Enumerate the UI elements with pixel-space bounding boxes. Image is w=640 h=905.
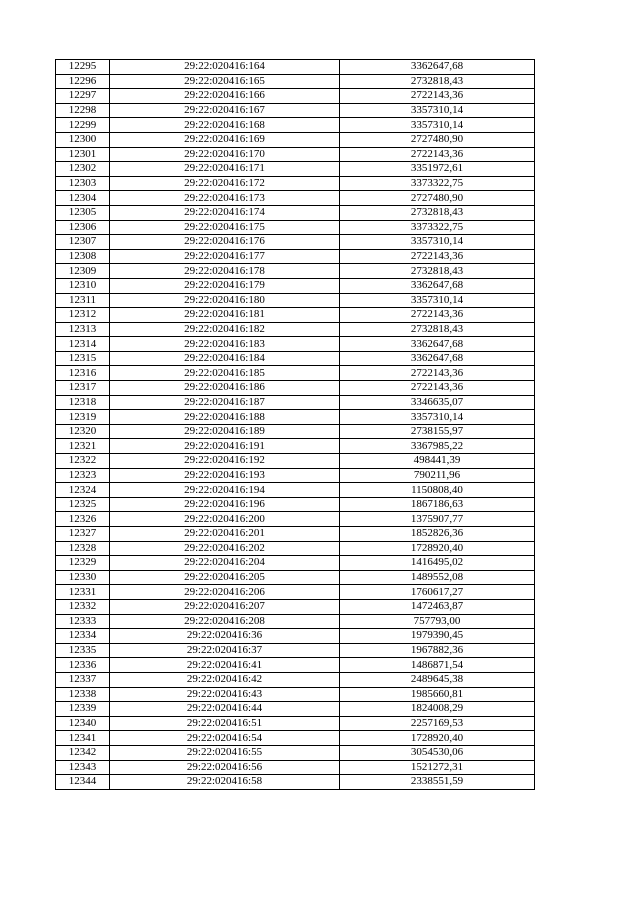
cadastral-value-cell: 3362647,68	[340, 278, 535, 293]
cadastral-number-cell: 29:22:020416:43	[110, 687, 340, 702]
cadastral-value-cell: 3373322,75	[340, 176, 535, 191]
row-number-cell: 12343	[56, 760, 110, 775]
cadastral-value-cell: 757793,00	[340, 614, 535, 629]
cadastral-number-cell: 29:22:020416:170	[110, 147, 340, 162]
table-row	[56, 147, 535, 162]
table-row	[56, 381, 535, 396]
row-number-cell: 12300	[56, 132, 110, 147]
row-number-cell: 12332	[56, 599, 110, 614]
row-number-cell: 12333	[56, 614, 110, 629]
cadastral-value-cell: 1728920,40	[340, 731, 535, 746]
cadastral-number-cell: 29:22:020416:191	[110, 439, 340, 454]
cadastral-number-cell: 29:22:020416:183	[110, 337, 340, 352]
cadastral-number-cell: 29:22:020416:164	[110, 60, 340, 75]
cadastral-number-cell: 29:22:020416:168	[110, 118, 340, 133]
row-number-cell: 12336	[56, 658, 110, 673]
cadastral-value-cell: 1985660,81	[340, 687, 535, 702]
cadastral-number-cell: 29:22:020416:175	[110, 220, 340, 235]
cadastral-number-cell: 29:22:020416:58	[110, 775, 340, 790]
cadastral-number-cell: 29:22:020416:182	[110, 322, 340, 337]
cadastral-number-cell: 29:22:020416:41	[110, 658, 340, 673]
table-row	[56, 60, 535, 75]
cadastral-number-cell: 29:22:020416:36	[110, 629, 340, 644]
row-number-cell: 12321	[56, 439, 110, 454]
cadastral-number-cell: 29:22:020416:174	[110, 205, 340, 220]
table-row	[56, 454, 535, 469]
row-number-cell: 12326	[56, 512, 110, 527]
cadastral-value-cell: 2722143,36	[340, 366, 535, 381]
table-row	[56, 629, 535, 644]
row-number-cell: 12330	[56, 570, 110, 585]
cadastral-value-cell: 3357310,14	[340, 118, 535, 133]
cadastral-value-cell: 2738155,97	[340, 424, 535, 439]
cadastral-value-cell: 3054530,06	[340, 745, 535, 760]
row-number-cell: 12320	[56, 424, 110, 439]
cadastral-value-cell: 1824008,29	[340, 702, 535, 717]
cadastral-value-cell: 2732818,43	[340, 205, 535, 220]
cadastral-number-cell: 29:22:020416:51	[110, 716, 340, 731]
cadastral-number-cell: 29:22:020416:173	[110, 191, 340, 206]
cadastral-value-cell: 1375907,77	[340, 512, 535, 527]
table-row	[56, 424, 535, 439]
cadastral-value-cell: 1979390,45	[340, 629, 535, 644]
row-number-cell: 12325	[56, 497, 110, 512]
cadastral-value-cell: 1472463,87	[340, 599, 535, 614]
cadastral-number-cell: 29:22:020416:171	[110, 162, 340, 177]
cadastral-number-cell: 29:22:020416:188	[110, 410, 340, 425]
cadastral-value-cell: 2727480,90	[340, 191, 535, 206]
cadastral-value-cell: 2338551,59	[340, 775, 535, 790]
table-row	[56, 293, 535, 308]
table-row	[56, 672, 535, 687]
table-row	[56, 614, 535, 629]
row-number-cell: 12338	[56, 687, 110, 702]
cadastral-number-cell: 29:22:020416:176	[110, 235, 340, 250]
cadastral-value-cell: 3357310,14	[340, 410, 535, 425]
table-row	[56, 103, 535, 118]
cadastral-number-cell: 29:22:020416:187	[110, 395, 340, 410]
table-body	[56, 60, 535, 790]
cadastral-value-cell: 3362647,68	[340, 337, 535, 352]
cadastral-number-cell: 29:22:020416:55	[110, 745, 340, 760]
cadastral-value-cell: 1967882,36	[340, 643, 535, 658]
row-number-cell: 12328	[56, 541, 110, 556]
cadastral-value-cell: 3357310,14	[340, 293, 535, 308]
cadastral-number-cell: 29:22:020416:179	[110, 278, 340, 293]
table-row	[56, 497, 535, 512]
table-row	[56, 527, 535, 542]
cadastral-number-cell: 29:22:020416:180	[110, 293, 340, 308]
cadastral-number-cell: 29:22:020416:196	[110, 497, 340, 512]
table-row	[56, 760, 535, 775]
table-row	[56, 176, 535, 191]
table-row	[56, 264, 535, 279]
row-number-cell: 12302	[56, 162, 110, 177]
table-row	[56, 585, 535, 600]
table-row	[56, 731, 535, 746]
row-number-cell: 12322	[56, 454, 110, 469]
table-row	[56, 775, 535, 790]
row-number-cell: 12311	[56, 293, 110, 308]
table-row	[56, 191, 535, 206]
cadastral-number-cell: 29:22:020416:169	[110, 132, 340, 147]
cadastral-number-cell: 29:22:020416:166	[110, 89, 340, 104]
table-row	[56, 439, 535, 454]
row-number-cell: 12296	[56, 74, 110, 89]
table-row	[56, 745, 535, 760]
cadastral-number-cell: 29:22:020416:56	[110, 760, 340, 775]
cadastral-value-cell: 3357310,14	[340, 103, 535, 118]
row-number-cell: 12339	[56, 702, 110, 717]
cadastral-number-cell: 29:22:020416:189	[110, 424, 340, 439]
cadastral-value-cell: 1150808,40	[340, 483, 535, 498]
row-number-cell: 12327	[56, 527, 110, 542]
cadastral-number-cell: 29:22:020416:201	[110, 527, 340, 542]
cadastral-number-cell: 29:22:020416:54	[110, 731, 340, 746]
cadastral-number-cell: 29:22:020416:42	[110, 672, 340, 687]
row-number-cell: 12301	[56, 147, 110, 162]
table-row	[56, 366, 535, 381]
cadastral-value-cell: 2722143,36	[340, 381, 535, 396]
table-row	[56, 716, 535, 731]
cadastral-value-cell: 498441,39	[340, 454, 535, 469]
row-number-cell: 12331	[56, 585, 110, 600]
cadastral-value-cell: 3351972,61	[340, 162, 535, 177]
row-number-cell: 12308	[56, 249, 110, 264]
table-row	[56, 337, 535, 352]
table-row	[56, 556, 535, 571]
cadastral-number-cell: 29:22:020416:200	[110, 512, 340, 527]
row-number-cell: 12310	[56, 278, 110, 293]
row-number-cell: 12342	[56, 745, 110, 760]
cadastral-value-cell: 2257169,53	[340, 716, 535, 731]
cadastral-value-cell: 3367985,22	[340, 439, 535, 454]
cadastral-value-cell: 2732818,43	[340, 264, 535, 279]
table-row	[56, 235, 535, 250]
row-number-cell: 12316	[56, 366, 110, 381]
row-number-cell: 12312	[56, 308, 110, 323]
row-number-cell: 12295	[56, 60, 110, 75]
table-row	[56, 162, 535, 177]
cadastral-value-cell: 2722143,36	[340, 308, 535, 323]
row-number-cell: 12299	[56, 118, 110, 133]
cadastral-number-cell: 29:22:020416:202	[110, 541, 340, 556]
cadastral-number-cell: 29:22:020416:207	[110, 599, 340, 614]
cadastral-number-cell: 29:22:020416:204	[110, 556, 340, 571]
cadastral-number-cell: 29:22:020416:206	[110, 585, 340, 600]
cadastral-number-cell: 29:22:020416:177	[110, 249, 340, 264]
cadastral-value-cell: 1852826,36	[340, 527, 535, 542]
table-row	[56, 89, 535, 104]
table-row	[56, 205, 535, 220]
row-number-cell: 12337	[56, 672, 110, 687]
table-row	[56, 687, 535, 702]
cadastral-value-cell: 1760617,27	[340, 585, 535, 600]
cadastral-number-cell: 29:22:020416:37	[110, 643, 340, 658]
cadastral-number-cell: 29:22:020416:193	[110, 468, 340, 483]
cadastral-number-cell: 29:22:020416:184	[110, 351, 340, 366]
table-row	[56, 278, 535, 293]
cadastral-number-cell: 29:22:020416:165	[110, 74, 340, 89]
cadastral-number-cell: 29:22:020416:208	[110, 614, 340, 629]
row-number-cell: 12335	[56, 643, 110, 658]
row-number-cell: 12313	[56, 322, 110, 337]
cadastral-value-table	[55, 59, 535, 790]
cadastral-value-cell: 1489552,08	[340, 570, 535, 585]
cadastral-number-cell: 29:22:020416:181	[110, 308, 340, 323]
cadastral-value-cell: 3362647,68	[340, 351, 535, 366]
cadastral-value-cell: 2727480,90	[340, 132, 535, 147]
cadastral-value-cell: 3357310,14	[340, 235, 535, 250]
table-row	[56, 395, 535, 410]
table-row	[56, 132, 535, 147]
table-row	[56, 322, 535, 337]
cadastral-value-cell: 3373322,75	[340, 220, 535, 235]
row-number-cell: 12340	[56, 716, 110, 731]
row-number-cell: 12344	[56, 775, 110, 790]
row-number-cell: 12303	[56, 176, 110, 191]
cadastral-value-cell: 2722143,36	[340, 147, 535, 162]
table-row	[56, 249, 535, 264]
cadastral-value-cell: 3346635,07	[340, 395, 535, 410]
table-row	[56, 541, 535, 556]
cadastral-number-cell: 29:22:020416:44	[110, 702, 340, 717]
cadastral-value-cell: 3362647,68	[340, 60, 535, 75]
row-number-cell: 12309	[56, 264, 110, 279]
cadastral-value-cell: 1416495,02	[340, 556, 535, 571]
cadastral-number-cell: 29:22:020416:178	[110, 264, 340, 279]
row-number-cell: 12298	[56, 103, 110, 118]
cadastral-number-cell: 29:22:020416:205	[110, 570, 340, 585]
table-row	[56, 702, 535, 717]
table-row	[56, 570, 535, 585]
table-row	[56, 308, 535, 323]
table-row	[56, 410, 535, 425]
row-number-cell: 12334	[56, 629, 110, 644]
cadastral-number-cell: 29:22:020416:185	[110, 366, 340, 381]
table-row	[56, 74, 535, 89]
cadastral-value-cell: 2722143,36	[340, 249, 535, 264]
cadastral-value-cell: 790211,96	[340, 468, 535, 483]
table-row	[56, 658, 535, 673]
cadastral-number-cell: 29:22:020416:192	[110, 454, 340, 469]
cadastral-number-cell: 29:22:020416:186	[110, 381, 340, 396]
row-number-cell: 12341	[56, 731, 110, 746]
row-number-cell: 12305	[56, 205, 110, 220]
cadastral-number-cell: 29:22:020416:167	[110, 103, 340, 118]
cadastral-value-cell: 1486871,54	[340, 658, 535, 673]
table-row	[56, 483, 535, 498]
cadastral-value-cell: 1521272,31	[340, 760, 535, 775]
table-row	[56, 351, 535, 366]
row-number-cell: 12297	[56, 89, 110, 104]
cadastral-value-cell: 2732818,43	[340, 74, 535, 89]
row-number-cell: 12323	[56, 468, 110, 483]
row-number-cell: 12307	[56, 235, 110, 250]
table-row	[56, 118, 535, 133]
cadastral-value-cell: 1867186,63	[340, 497, 535, 512]
table-row	[56, 468, 535, 483]
row-number-cell: 12318	[56, 395, 110, 410]
cadastral-value-cell: 2722143,36	[340, 89, 535, 104]
cadastral-value-cell: 2489645,38	[340, 672, 535, 687]
row-number-cell: 12304	[56, 191, 110, 206]
table-row	[56, 643, 535, 658]
row-number-cell: 12317	[56, 381, 110, 396]
row-number-cell: 12306	[56, 220, 110, 235]
cadastral-number-cell: 29:22:020416:172	[110, 176, 340, 191]
table-row	[56, 220, 535, 235]
cadastral-value-cell: 2732818,43	[340, 322, 535, 337]
table-row	[56, 599, 535, 614]
row-number-cell: 12314	[56, 337, 110, 352]
row-number-cell: 12319	[56, 410, 110, 425]
row-number-cell: 12329	[56, 556, 110, 571]
row-number-cell: 12324	[56, 483, 110, 498]
cadastral-value-cell: 1728920,40	[340, 541, 535, 556]
row-number-cell: 12315	[56, 351, 110, 366]
table-row	[56, 512, 535, 527]
cadastral-number-cell: 29:22:020416:194	[110, 483, 340, 498]
